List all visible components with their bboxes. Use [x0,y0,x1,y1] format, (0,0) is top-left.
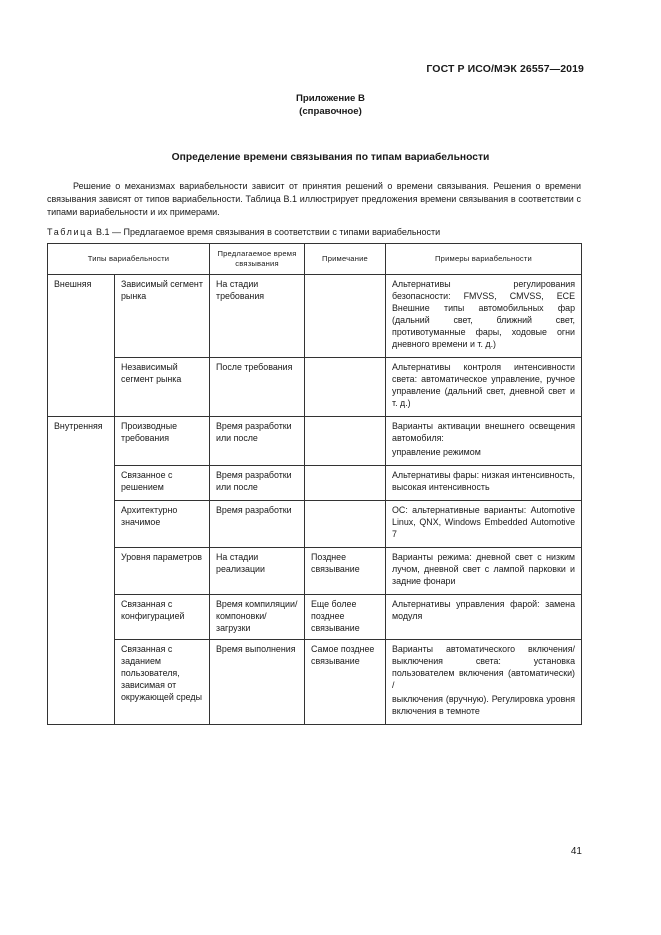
example [386,501,582,548]
example-text: Альтернативы контроля интенсивности света: автоматическое управление, ручное управление (дальний свет, дневной свет и т. д.) [392,362,576,408]
group-name: Внутренняя [48,417,115,725]
example-text: выключения (вручную). Регулировка уровня включения в темноте [392,694,576,716]
header-note: Примечание [305,244,386,275]
example-text: Варианты активации внешнего освещения автомобиля: [392,421,576,443]
variability-type: Производные требования [115,417,210,466]
example [386,640,582,725]
example-text: ОС: альтернативные варианты: Automotive Linux, QNX, Windows Embedded Automotive 7 [392,505,576,539]
binding-time: Время разработки или после [210,466,305,501]
variability-type: Зависимый сегмент рынка [115,275,210,358]
note: Еще более позднее связывание [305,595,386,640]
example [386,595,582,640]
table-caption [47,227,440,237]
table-row [48,501,582,548]
example-text: Альтернативы фары: низкая интенсивность, высокая интенсивность [392,470,576,492]
variability-type: Связанная с заданием пользователя, зависимая от окружающей среды [115,640,210,725]
note [305,417,386,466]
example-text: управление режимом [392,447,481,457]
variability-type: Связанная с конфигурацией [115,595,210,640]
table-header-row [48,244,582,275]
note: Позднее связывание [305,548,386,595]
note [305,466,386,501]
header-examples: Примеры вариабельности [386,244,582,275]
binding-time: На стадии требования [210,275,305,358]
section-title: Определение времени связывания по типам вариабельности [171,152,490,163]
binding-time-table [47,243,582,725]
note [305,358,386,417]
example [386,275,582,358]
example-text: Варианты автоматического включения/выключения света: установка пользователем включения (автоматически) / [392,644,576,690]
note [305,501,386,548]
binding-time: Время разработки или после [210,417,305,466]
appendix-note: (справочное) [299,106,362,117]
example-text: Альтернативы управления фарой: замена модуля [392,599,576,621]
variability-type: Уровня параметров [115,548,210,595]
variability-type: Связанное с решением [115,466,210,501]
binding-time: На стадии реализации [210,548,305,595]
binding-time: Время компиляции/компоновки/загрузки [210,595,305,640]
binding-time: Время выполнения [210,640,305,725]
intro-paragraph [47,180,581,219]
note [305,275,386,358]
table-row [48,275,582,358]
appendix-label: Приложение В [296,93,365,104]
header-types: Типы вариабельности [48,244,210,275]
table-row [48,595,582,640]
intro-text: Решение о механизмах вариабельности зависит от принятия решений о времени связывания. Решения о времени связывания зависят от типов вариабельности. Таблица В.1 иллюстрирует предложения времени связывания в соответствии с типами вариабельности и их примерами. [47,181,581,217]
table-row [48,640,582,725]
example [386,466,582,501]
example-text: Варианты режима: дневной свет с низким лучом, дневной свет с лампой парковки и задние фонари [392,552,576,586]
table-caption-text: В.1 — Предлагаемое время связывания в соответствии с типами вариабельности [93,227,441,237]
table-row [48,548,582,595]
table-caption-prefix: Таблица [47,227,94,237]
variability-type: Независимый сегмент рынка [115,358,210,417]
group-name: Внешняя [48,275,115,417]
standard-header: ГОСТ Р ИСО/МЭК 26557—2019 [426,63,584,75]
page-number: 41 [570,846,582,857]
appendix-heading [0,92,661,118]
binding-time: После требования [210,358,305,417]
table-row [48,417,582,466]
example-text: Альтернативы регулирования безопасности: FMVSS, CMVSS, ECE Внешние типы автомобильных фар (дальний свет, ближний свет, противотуманные фары, ходовые огни дневного времени и т. д.) [392,279,576,349]
variability-type: Архитектурно значимое [115,501,210,548]
binding-time: Время разработки [210,501,305,548]
table-row [48,466,582,501]
example [386,548,582,595]
note: Самое позднее связывание [305,640,386,725]
example [386,358,582,417]
table-row [48,358,582,417]
header-binding-time: Предлагаемое время связывания [210,244,305,275]
example [386,417,582,466]
